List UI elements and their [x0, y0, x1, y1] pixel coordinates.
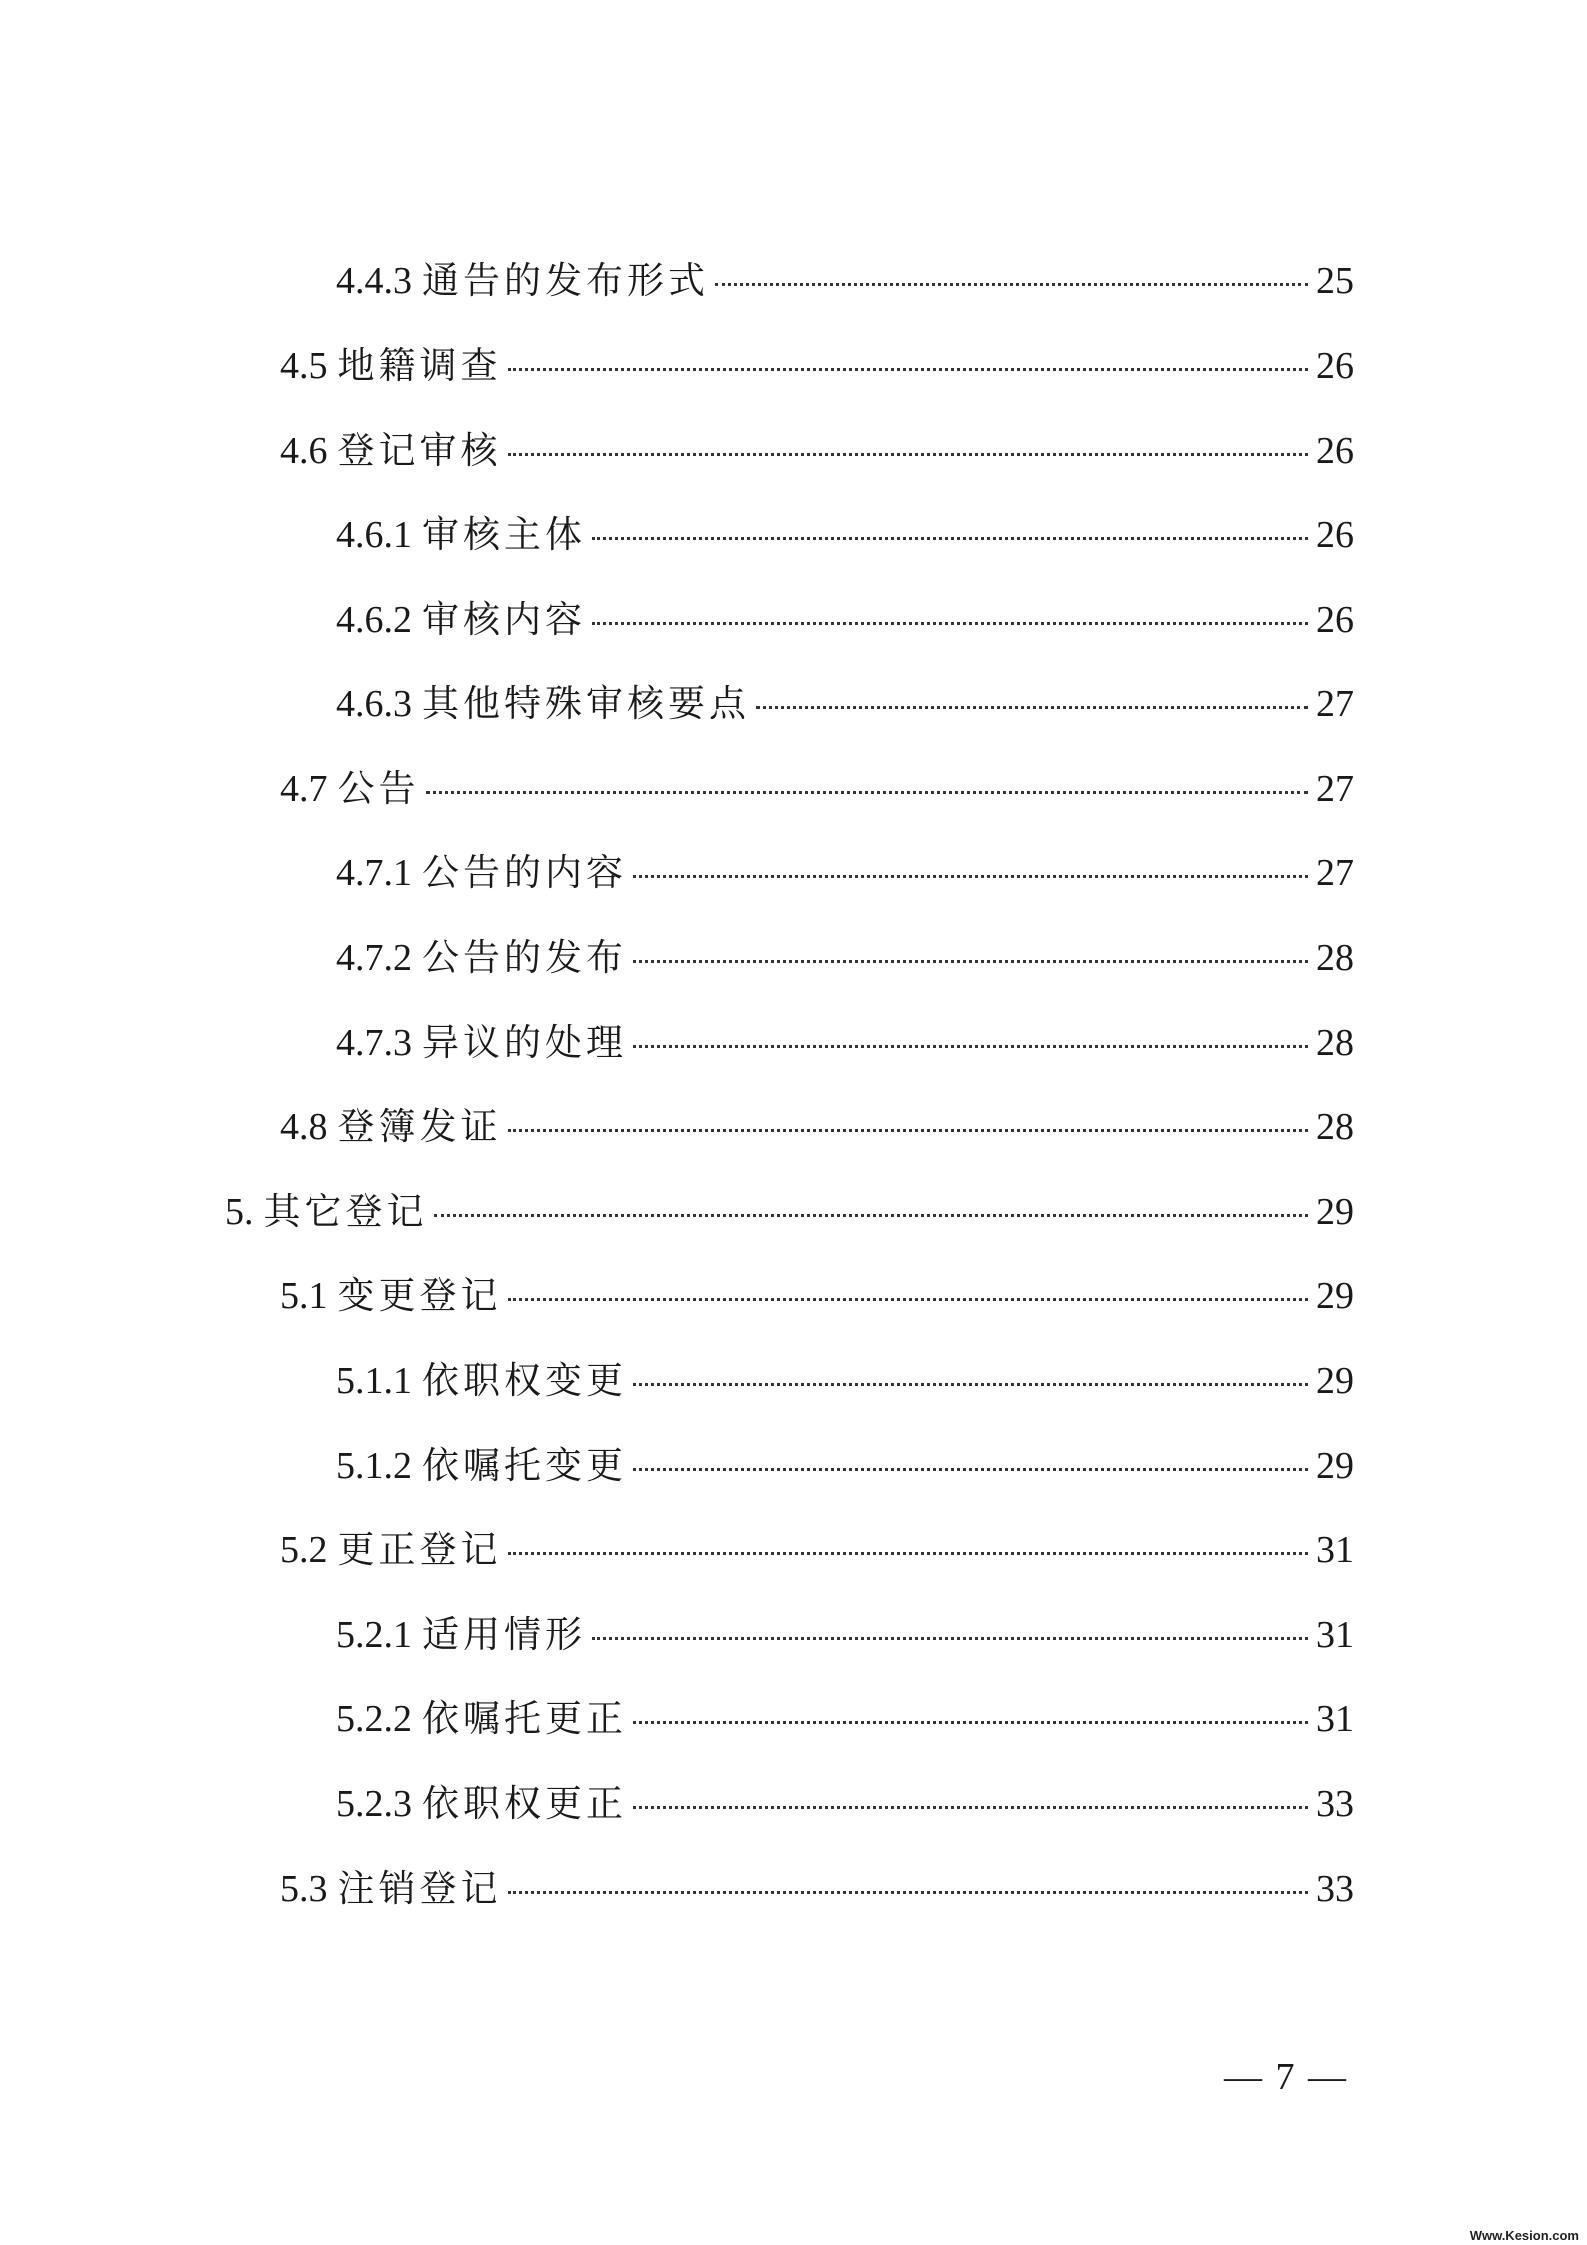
toc-entry[interactable] — [336, 505, 1354, 565]
toc-entry-title: 依职权更正 — [422, 1782, 627, 1825]
toc-entry-page: 31 — [1316, 1698, 1354, 1740]
toc-entry-number: 4.6.3 — [336, 683, 412, 725]
toc-entry-page: 27 — [1316, 768, 1354, 810]
toc-entry-number: 5.1.2 — [336, 1445, 412, 1487]
toc-entry-title: 依嘱托更正 — [422, 1697, 627, 1740]
toc-entry-title: 异议的处理 — [422, 1021, 627, 1064]
watermark: Www.Kesion.com — [1469, 2228, 1579, 2243]
toc-entry[interactable] — [280, 759, 1354, 819]
toc-entry-page: 26 — [1316, 514, 1354, 556]
dot-leader — [508, 1552, 1309, 1555]
toc-entry-number: 4.7.2 — [336, 937, 412, 979]
toc-entry-page: 29 — [1316, 1275, 1354, 1317]
toc-entry-page: 27 — [1316, 852, 1354, 894]
toc-entry-title: 通告的发布形式 — [422, 259, 709, 302]
toc-entry-title: 变更登记 — [337, 1274, 502, 1317]
toc-entry-number: 4.4.3 — [336, 260, 412, 302]
toc-entry[interactable] — [336, 1689, 1354, 1749]
dot-leader — [592, 1637, 1308, 1640]
toc-entry-title: 注销登记 — [337, 1867, 502, 1910]
dot-leader — [633, 1383, 1308, 1386]
dot-leader — [715, 283, 1308, 286]
toc-entry[interactable] — [280, 421, 1354, 481]
toc-entry-title: 更正登记 — [337, 1528, 502, 1571]
toc-entry-number: 5.1 — [280, 1275, 328, 1317]
toc-entry-page: 31 — [1316, 1614, 1354, 1656]
toc-entry-title: 审核内容 — [422, 598, 586, 641]
dot-leader — [633, 1045, 1308, 1048]
toc-entry-number: 4.6.2 — [336, 599, 412, 641]
dot-leader — [508, 368, 1309, 371]
toc-entry-number: 5.2.2 — [336, 1698, 412, 1740]
dot-leader — [592, 622, 1308, 625]
toc-entry-number: 5.1.1 — [336, 1360, 412, 1402]
toc-entry-page: 26 — [1316, 430, 1354, 472]
toc-entry[interactable] — [336, 1351, 1354, 1411]
toc-entry-title: 地籍调查 — [337, 344, 502, 387]
toc-entry-number: 4.7 — [280, 768, 328, 810]
toc-entry[interactable] — [336, 1436, 1354, 1496]
toc-entry[interactable] — [225, 1182, 1354, 1242]
toc-entry-page: 26 — [1316, 345, 1354, 387]
dot-leader — [633, 875, 1308, 878]
toc-entry[interactable] — [280, 336, 1354, 396]
toc-entry-page: 33 — [1316, 1783, 1354, 1825]
toc-entry-page: 29 — [1316, 1191, 1354, 1233]
toc-entry-title: 公告 — [337, 767, 420, 810]
dot-leader — [633, 960, 1308, 963]
toc-entry-title: 依嘱托变更 — [422, 1444, 627, 1487]
dot-leader — [508, 453, 1309, 456]
toc-entry-title: 审核主体 — [422, 513, 586, 556]
toc-entry[interactable] — [336, 674, 1354, 734]
toc-entry-title: 公告的内容 — [422, 851, 627, 894]
toc-entry-number: 4.8 — [280, 1106, 328, 1148]
dot-leader — [434, 1214, 1309, 1217]
toc-entry-number: 5.2.3 — [336, 1783, 412, 1825]
toc-entry-title: 登记审核 — [337, 429, 502, 472]
toc-entry-title: 依职权变更 — [422, 1359, 627, 1402]
toc-entry-page: 33 — [1316, 1868, 1354, 1910]
page-number: — 7 — — [1224, 2056, 1348, 2098]
toc-entry-number: 5. — [225, 1191, 254, 1233]
toc-entry[interactable] — [336, 928, 1354, 988]
toc-entry[interactable] — [280, 1859, 1354, 1919]
toc-entry-page: 29 — [1316, 1445, 1354, 1487]
toc-entry[interactable] — [280, 1266, 1354, 1326]
toc-entry-title: 登簿发证 — [337, 1105, 502, 1148]
toc-entry-number: 4.7.3 — [336, 1022, 412, 1064]
dot-leader — [508, 1129, 1309, 1132]
toc-entry-page: 28 — [1316, 937, 1354, 979]
toc-entry-number: 4.6.1 — [336, 514, 412, 556]
toc-entry-number: 5.2.1 — [336, 1614, 412, 1656]
toc-entry-page: 26 — [1316, 599, 1354, 641]
toc-entry[interactable] — [336, 590, 1354, 650]
dot-leader — [592, 537, 1308, 540]
toc-entry[interactable] — [280, 1520, 1354, 1580]
toc-entry-title: 其他特殊审核要点 — [422, 682, 750, 725]
toc-entry-page: 27 — [1316, 683, 1354, 725]
toc-entry-page: 29 — [1316, 1360, 1354, 1402]
toc-entry[interactable] — [280, 1097, 1354, 1157]
dot-leader — [633, 1806, 1308, 1809]
toc-entry-number: 4.6 — [280, 430, 328, 472]
toc-entry[interactable] — [336, 251, 1354, 311]
dot-leader — [508, 1891, 1309, 1894]
toc-entry-number: 4.7.1 — [336, 852, 412, 894]
toc-entry-number: 5.2 — [280, 1529, 328, 1571]
toc-entry-title: 适用情形 — [422, 1613, 586, 1656]
toc-entry[interactable] — [336, 1774, 1354, 1834]
dot-leader — [756, 706, 1308, 709]
toc-entry-title: 公告的发布 — [422, 936, 627, 979]
toc-entry[interactable] — [336, 843, 1354, 903]
toc-entry-title: 其它登记 — [263, 1190, 428, 1233]
toc-entry-page: 31 — [1316, 1529, 1354, 1571]
toc-entry-number: 4.5 — [280, 345, 328, 387]
dot-leader — [508, 1298, 1309, 1301]
toc-entry-page: 25 — [1316, 260, 1354, 302]
dot-leader — [633, 1468, 1308, 1471]
toc-entry-page: 28 — [1316, 1022, 1354, 1064]
toc-entry[interactable] — [336, 1013, 1354, 1073]
dot-leader — [633, 1721, 1308, 1724]
toc-entry-page: 28 — [1316, 1106, 1354, 1148]
toc-entry-number: 5.3 — [280, 1868, 328, 1910]
toc-entry[interactable] — [336, 1605, 1354, 1665]
dot-leader — [426, 791, 1309, 794]
